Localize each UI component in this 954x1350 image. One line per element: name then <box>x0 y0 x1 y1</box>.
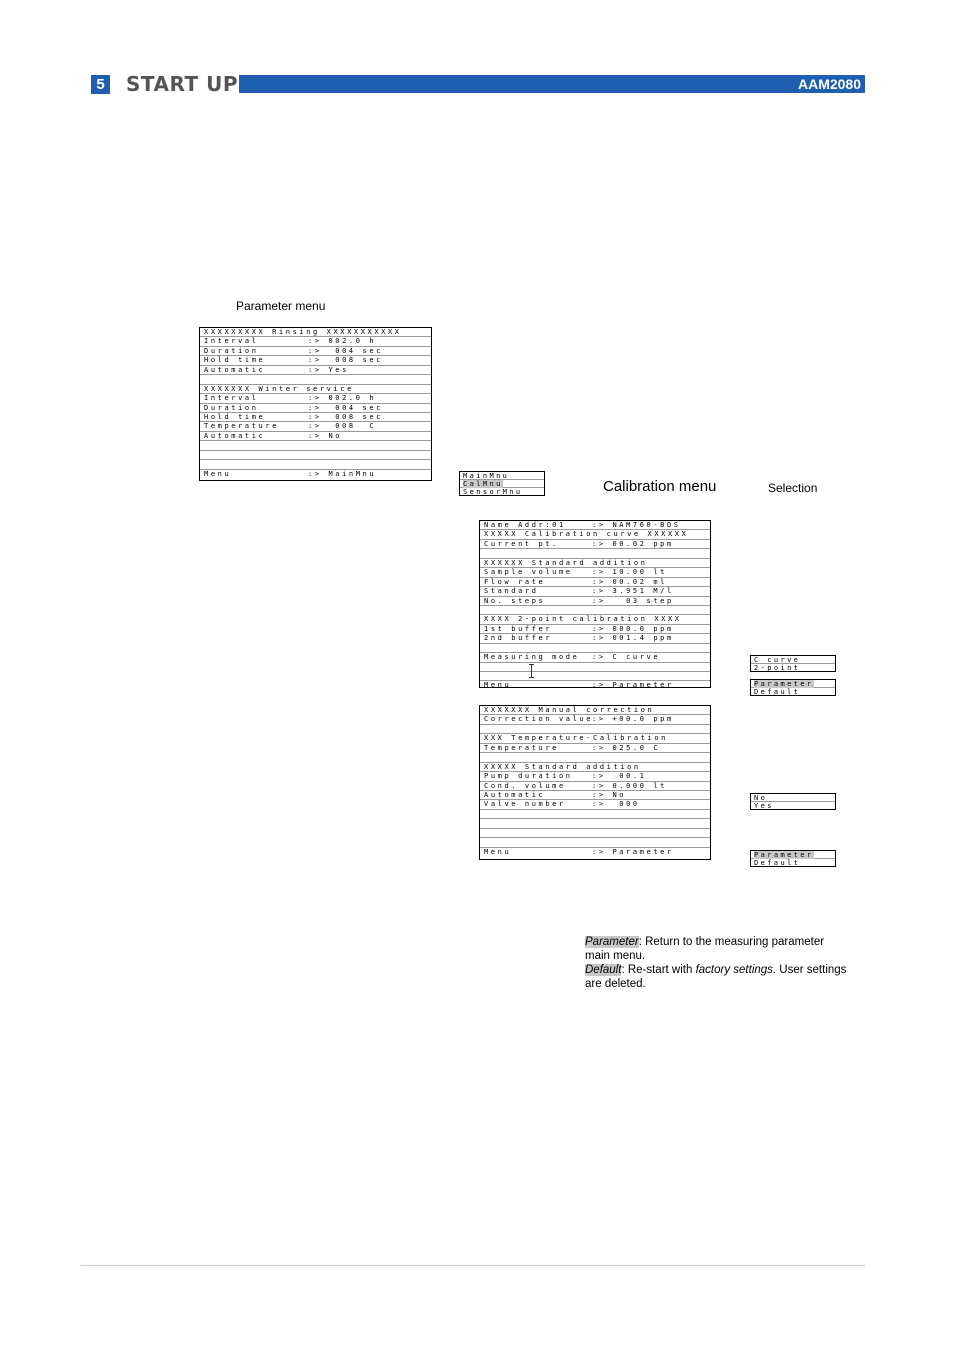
row-label: Menu <box>484 681 512 690</box>
row-value: :> 008 sec <box>308 412 383 421</box>
selection-curve-popup[interactable] <box>750 655 836 672</box>
menu-item[interactable] <box>460 480 544 488</box>
text-cursor-icon <box>529 664 534 678</box>
screen-row <box>200 347 431 356</box>
screen-row <box>480 838 710 847</box>
menu-item[interactable] <box>460 472 544 480</box>
menu-item[interactable] <box>751 680 835 688</box>
row-label: Cond. volume <box>484 781 566 790</box>
row-value: :> 025.0 C <box>592 743 661 752</box>
row-label: Sample volume <box>484 568 573 577</box>
screen-row <box>480 559 710 568</box>
screen-row <box>480 568 710 577</box>
row-label: XXXXXXX Manual correction <box>484 706 655 714</box>
default-description-2: . User settings are deleted. <box>585 964 847 990</box>
screen-row <box>200 366 431 375</box>
parameter-term: Parameter <box>585 936 639 948</box>
row-label: 2nd buffer <box>484 634 553 643</box>
rinsing-screen <box>199 327 432 481</box>
row-value: :> 00.1 <box>592 772 647 781</box>
screen-row <box>200 356 431 365</box>
screen-row <box>480 653 710 662</box>
menu-item-label: Parameter <box>754 851 814 859</box>
row-label: Temperature <box>204 422 279 431</box>
screen-row <box>200 337 431 346</box>
screen-row <box>200 460 431 469</box>
screen-row <box>480 681 710 690</box>
row-label: Menu <box>484 847 512 856</box>
selection-label: Selection <box>768 481 818 495</box>
screen-row <box>480 829 710 838</box>
menu-item[interactable] <box>751 859 835 867</box>
screen-row <box>480 578 710 587</box>
screen-row <box>480 530 710 539</box>
screen-row <box>480 744 710 753</box>
row-label: XXXXXX Standard addition <box>484 558 648 567</box>
menu-item-label: 2-point <box>754 664 801 672</box>
selection-yesno-popup[interactable] <box>750 793 836 810</box>
parameter-menu-label: Parameter menu <box>236 299 326 313</box>
screen-row <box>480 615 710 624</box>
calibration-screen <box>479 520 711 688</box>
row-value: :> 03 step <box>592 596 674 605</box>
row-value: :> 008 C <box>308 422 377 431</box>
row-label: Duration <box>204 346 259 355</box>
menu-item-label: No <box>754 794 768 802</box>
chapter-number: 5 <box>91 75 110 94</box>
row-label: Measuring mode <box>484 653 580 662</box>
screen-row <box>480 791 710 800</box>
row-value: :> 004 sec <box>308 346 383 355</box>
row-value: :> Parameter <box>592 847 674 856</box>
screen-row <box>480 772 710 781</box>
row-label: Valve number <box>484 800 566 809</box>
screen-row <box>200 451 431 460</box>
row-label: Interval <box>204 337 259 346</box>
row-value: :> No <box>308 431 343 440</box>
row-value: :> +00.0 ppm <box>592 715 674 724</box>
menu-item[interactable] <box>751 664 835 672</box>
row-value: :> 001.4 ppm <box>592 634 674 643</box>
row-label: Standard <box>484 587 539 596</box>
menu-item-label: Yes <box>754 802 774 810</box>
row-label: XXXXXXXXX Rinsing XXXXXXXXXXX <box>204 328 402 336</box>
row-label: Temperature <box>484 743 559 752</box>
menu-item-label: SensorMnu <box>463 488 523 496</box>
menu-item-label: Default <box>754 859 801 867</box>
screen-row <box>200 394 431 403</box>
row-value: :> Parameter <box>592 681 674 690</box>
parameter-description: : Return to the measuring parameter main menu. <box>585 936 825 962</box>
menu-item[interactable] <box>460 488 544 496</box>
screen-row <box>200 470 431 479</box>
screen-row <box>480 848 710 857</box>
calibration-menu-label: Calibration menu <box>603 478 717 495</box>
row-label: Pump duration <box>484 772 573 781</box>
chapter-title: START UP <box>126 72 238 96</box>
screen-row <box>480 625 710 634</box>
screen-row <box>480 597 710 606</box>
screen-row <box>480 644 710 653</box>
screen-row <box>200 413 431 422</box>
row-label: Interval <box>204 394 259 403</box>
row-value: :> 000 <box>592 800 640 809</box>
main-menu-popup[interactable] <box>459 471 545 496</box>
menu-item[interactable] <box>751 851 835 859</box>
row-label: No. steps <box>484 596 546 605</box>
row-value: :> Yes <box>308 365 349 374</box>
screen-row <box>480 819 710 828</box>
screen-row <box>480 587 710 596</box>
row-label: Automatic <box>204 365 266 374</box>
row-label: Flow rate <box>484 577 546 586</box>
row-value: :> 00.02 ml <box>592 577 667 586</box>
note-text <box>585 935 850 991</box>
row-label: Automatic <box>484 790 546 799</box>
screen-row <box>480 782 710 791</box>
row-label: Menu <box>204 469 232 478</box>
row-label: XXXX 2-point calibration XXXX <box>484 615 682 624</box>
screen-row <box>200 441 431 450</box>
screen-row <box>480 715 710 724</box>
row-value: :> NAM760-BDS <box>592 521 681 529</box>
menu-item[interactable] <box>751 794 835 802</box>
selection-parameter-popup-2[interactable] <box>750 850 836 867</box>
screen-row <box>200 422 431 431</box>
row-value: :> 002.0 h <box>308 337 377 346</box>
screen-row <box>200 375 431 384</box>
default-term: Default <box>585 964 622 976</box>
manual-correction-screen <box>479 705 711 860</box>
row-label: Name Addr:01 <box>484 521 566 529</box>
screen-row <box>480 606 710 615</box>
selection-parameter-popup[interactable] <box>750 679 836 696</box>
row-label: Hold time <box>204 356 266 365</box>
menu-item[interactable] <box>751 688 835 696</box>
menu-item-label: C curve <box>754 656 801 664</box>
screen-row <box>480 763 710 772</box>
menu-item-label: MainMnu <box>463 472 510 480</box>
row-value: :> 3.951 M/l <box>592 587 674 596</box>
row-value: :> 0.000 lt <box>592 781 667 790</box>
row-label: Hold time <box>204 412 266 421</box>
screen-row <box>480 672 710 681</box>
screen-row <box>480 810 710 819</box>
product-name: AAM2080 <box>797 76 861 92</box>
row-value: :> 008 sec <box>308 356 383 365</box>
screen-row <box>480 634 710 643</box>
row-label: 1st buffer <box>484 624 553 633</box>
row-label: XXXXXXX Winter service <box>204 384 354 393</box>
screen-row <box>480 706 710 715</box>
screen-row <box>480 549 710 558</box>
row-value: :> 004 sec <box>308 403 383 412</box>
row-value: :> MainMnu <box>308 469 377 478</box>
row-label: Duration <box>204 403 259 412</box>
menu-item[interactable] <box>751 656 835 664</box>
screen-row <box>200 404 431 413</box>
row-label: XXXXX Standard addition <box>484 762 641 771</box>
row-label: Correction value <box>484 715 594 724</box>
screen-row <box>480 540 710 549</box>
screen-row <box>480 725 710 734</box>
row-value: :> 10.00 lt <box>592 568 667 577</box>
row-label: XXXXX Calibration curve XXXXXX <box>484 530 689 539</box>
menu-item[interactable] <box>751 802 835 810</box>
menu-item-label: CalMnu <box>463 480 503 488</box>
row-label: Current pt. <box>484 539 559 548</box>
screen-row <box>480 753 710 762</box>
row-label: XXX Temperature-Calibration <box>484 734 668 743</box>
screen-row <box>480 521 710 530</box>
header-bar <box>239 75 865 93</box>
row-value: :> 00.02 ppm <box>592 539 674 548</box>
factory-settings-text: factory settings <box>695 964 773 976</box>
row-value: :> No <box>592 790 627 799</box>
screen-row <box>480 734 710 743</box>
screen-row <box>200 385 431 394</box>
menu-item-label: Parameter <box>754 680 814 688</box>
screen-row <box>480 663 710 672</box>
menu-item-label: Default <box>754 688 801 696</box>
row-value: :> 002.0 h <box>308 394 377 403</box>
screen-row <box>200 328 431 337</box>
row-value: :> 000.0 ppm <box>592 624 674 633</box>
screen-row <box>480 800 710 809</box>
row-value: :> C curve <box>592 653 661 662</box>
row-label: Automatic <box>204 431 266 440</box>
screen-row <box>200 432 431 441</box>
footer-divider <box>81 1265 865 1266</box>
default-description-1: : Re-start with <box>621 964 696 976</box>
